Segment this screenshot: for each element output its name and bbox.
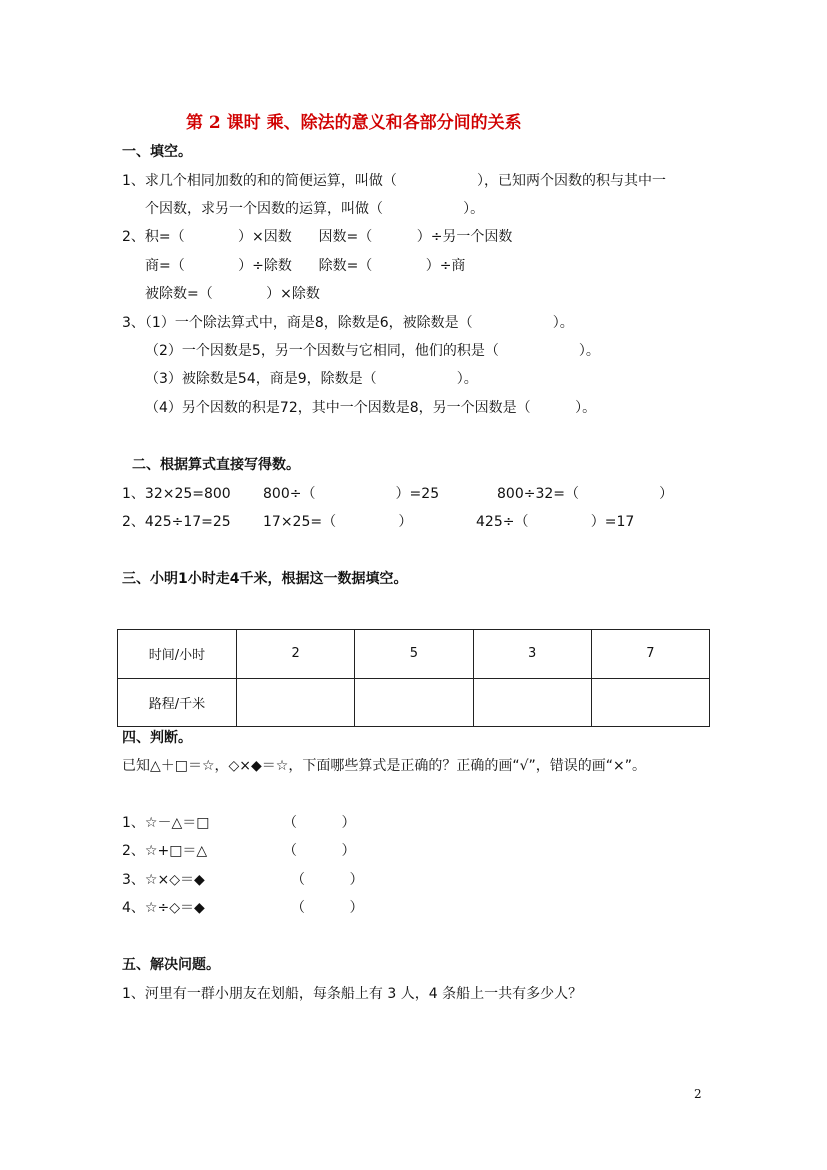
hour-cell: 7 (591, 630, 709, 679)
section-3-heading: 三、小明1小时走4千米，根据这一数据填空。 (122, 571, 408, 587)
s5-q1: 1、河里有一群小朋友在划船，每条船上有 3 人，4 条船上一共有多少人？ (122, 986, 583, 1002)
distance-answer-cell[interactable] (591, 678, 709, 727)
section-2-heading: 二、根据算式直接写得数。 (132, 457, 300, 473)
table-row (118, 678, 710, 727)
hour-cell: 5 (355, 630, 473, 679)
s1-q2-line1: 2、积=（ ）×因数 因数=（ ）÷另一个因数 (122, 229, 513, 245)
distance-table (117, 629, 710, 727)
s4-item-1-paren: （ ） (283, 815, 356, 831)
s4-item-4-expr: 4、☆÷◇＝◆ (122, 900, 205, 916)
hour-cell: 3 (473, 630, 591, 679)
page-number: 2 (694, 1087, 702, 1101)
s2-row2-col1: 2、425÷17=25 (122, 514, 231, 530)
s2-row2-col3: 425÷（ ）=17 (476, 514, 635, 530)
s2-row2-col2: 17×25=（ ） (263, 514, 413, 530)
s2-row1-col1: 1、32×25=800 (122, 486, 231, 502)
page-title: 第 2 课时 乘、除法的意义和各部分间的关系 (186, 113, 522, 133)
s1-q1-line1: 1、求几个相同加数的和的简便运算，叫做（ ），已知两个因数的积与其中一 (122, 173, 667, 189)
s4-item-1-expr: 1、☆－△＝□ (122, 815, 210, 831)
row-label-distance: 路程/千米 (118, 678, 237, 727)
s4-intro: 已知△＋□＝☆，◇×◆＝☆，下面哪些算式是正确的？正确的画“√”，错误的画“×”。 (122, 758, 647, 774)
section-1-heading: 一、填空。 (122, 144, 192, 160)
distance-answer-cell[interactable] (355, 678, 473, 727)
s4-item-2-expr: 2、☆+□＝△ (122, 843, 208, 859)
s1-q1-line2: 个因数，求另一个因数的运算，叫做（ ）。 (145, 201, 485, 217)
section-5-heading: 五、解决问题。 (122, 957, 220, 973)
distance-answer-cell[interactable] (237, 678, 355, 727)
s4-item-2-paren: （ ） (283, 843, 356, 859)
s1-q2-line3: 被除数=（ ）×除数 (145, 286, 320, 302)
section-4-heading: 四、判断。 (122, 730, 192, 746)
s2-row1-col3: 800÷32=（ ） (497, 486, 674, 502)
s1-q3-part4: （4）另个因数的积是72，其中一个因数是8，另一个因数是（ ）。 (145, 400, 597, 416)
s1-q3-part2: （2）一个因数是5，另一个因数与它相同，他们的积是（ ）。 (145, 343, 600, 359)
hour-cell: 2 (237, 630, 355, 679)
s4-item-4-paren: （ ） (291, 900, 364, 916)
table-row (118, 630, 710, 679)
row-label-time: 时间/小时 (118, 630, 237, 679)
s1-q3-part1: 3、（1）一个除法算式中，商是8，除数是6，被除数是（ ）。 (122, 315, 574, 331)
s4-item-3-expr: 3、☆×◇＝◆ (122, 872, 205, 888)
s1-q3-part3: （3）被除数是54，商是9，除数是（ ）。 (145, 371, 478, 387)
s4-item-3-paren: （ ） (291, 872, 364, 888)
s2-row1-col2: 800÷（ ）=25 (263, 486, 440, 502)
distance-answer-cell[interactable] (473, 678, 591, 727)
s1-q2-line2: 商=（ ）÷除数 除数=（ ）÷商 (145, 258, 466, 274)
